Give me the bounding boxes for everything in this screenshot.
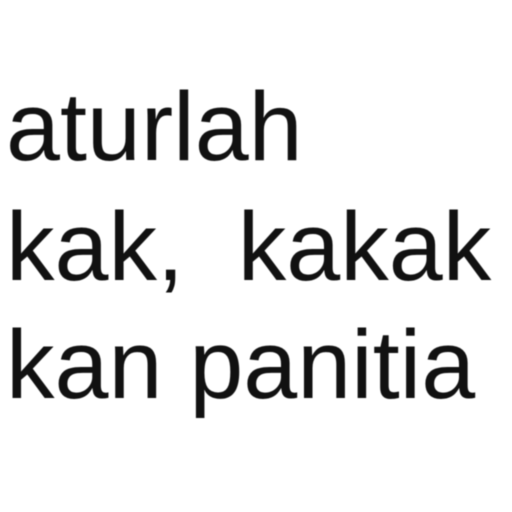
caption-line-3: kan panitia: [6, 310, 476, 419]
caption-line-2: kak, kakak: [6, 192, 492, 301]
caption-line-1: aturlah: [6, 72, 303, 181]
